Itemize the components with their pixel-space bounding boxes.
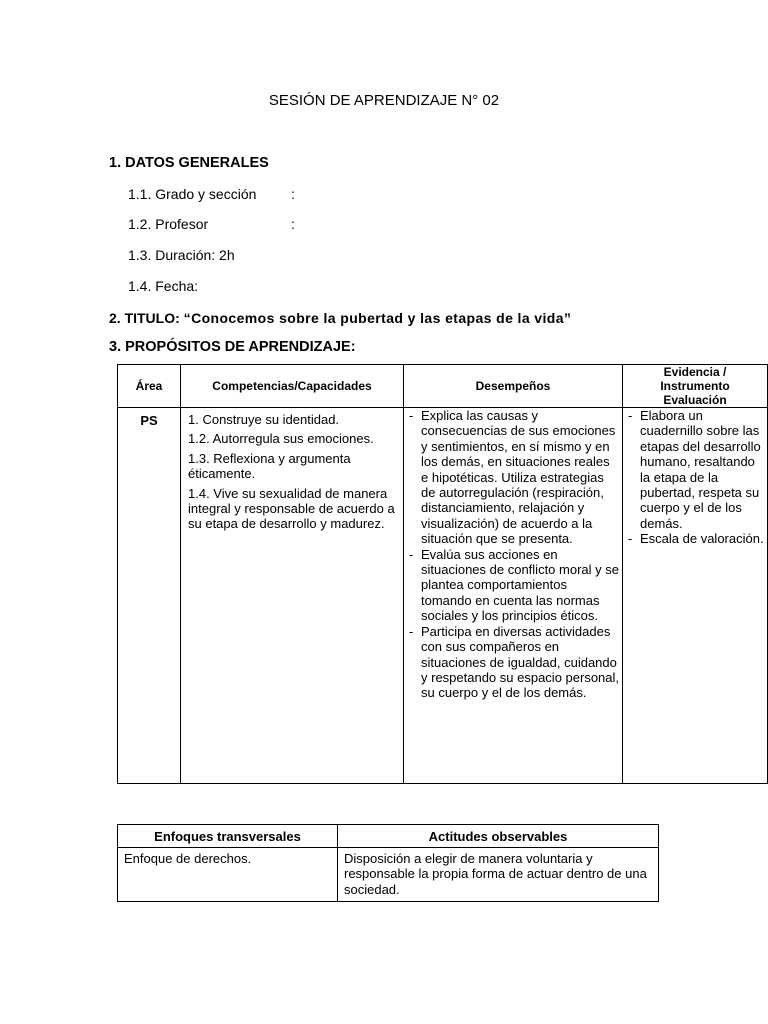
datos-item-profesor: [128, 216, 295, 232]
desempeno-item: - Explica las causas y consecuencias de sus emociones y sentimientos, en sí mismo y en los demás, en situaciones reales e hipotéticas. Utiliza estrategias de autorregulación (respiración, distanciamiento, relajación y visualización) de acuerdo a la situación que se presenta.: [421, 408, 620, 547]
competencia-item: 1.4. Vive su sexualidad de manera integral y responsable de acuerdo a su etapa de desarrollo y madurez.: [188, 485, 395, 532]
evidencia-item: - Elabora un cuadernillo sobre las etapas del desarrollo humano, resaltando la etapa de la pubertad, respeta su cuerpo y el de los demás.: [640, 408, 765, 531]
datos-item-grado: [128, 186, 295, 202]
header-competencias: Competencias/Capacidades: [181, 365, 404, 408]
titulo-text: “Conocemos sobre la pubertad y las etapas de la vida”: [183, 310, 572, 326]
header-evidencia-line: Instrumento: [660, 379, 730, 393]
cell-desempenos: [404, 408, 623, 784]
datos-item-label: 1.2. Profesor: [128, 216, 209, 232]
datos-item-colon: :: [291, 186, 295, 202]
table-header-row: [118, 365, 768, 408]
propositos-table: [117, 364, 768, 784]
header-actitudes: Actitudes observables: [338, 825, 659, 848]
datos-item-label: 1.3. Duración: 2h: [128, 247, 235, 263]
header-area: Área: [118, 365, 181, 408]
table-row: [118, 408, 768, 784]
cell-enfoque: Enfoque de derechos.: [118, 848, 338, 902]
header-enfoques: Enfoques transversales: [118, 825, 338, 848]
header-desempenos: Desempeños: [404, 365, 623, 408]
header-evidencia-line: Evaluación: [663, 393, 727, 407]
evidencia-item: - Escala de valoración.: [640, 531, 765, 546]
header-evidencia: [623, 365, 768, 408]
table-header-row: [118, 825, 659, 848]
competencia-item: 1.3. Reflexiona y argumenta éticamente.: [188, 450, 351, 482]
datos-item-colon: :: [291, 216, 295, 232]
datos-item-label: 1.4. Fecha:: [128, 278, 199, 294]
desempeno-item: - Participa en diversas actividades con sus compañeros en situaciones de igualdad, cuidando y respetando su espacio personal, su cuerpo y el de los demás.: [421, 624, 620, 701]
header-evidencia-line: Evidencia /: [663, 365, 727, 379]
section-titulo: [109, 310, 571, 326]
datos-item-fecha: [128, 278, 198, 294]
section-propositos-heading: 3. PROPÓSITOS DE APRENDIZAJE:: [109, 339, 356, 355]
cell-evidencia: [623, 408, 768, 784]
cell-area: PS: [118, 408, 181, 784]
desempeno-item: - Evalúa sus acciones en situaciones de conflicto moral y se plantea comportamientos tomando en cuenta las normas sociales y los principios éticos.: [421, 547, 620, 624]
datos-item-label: 1.1. Grado y sección: [128, 186, 257, 202]
competencia-item: 1.2. Autorregula sus emociones.: [188, 431, 374, 447]
cell-competencias: [181, 408, 404, 784]
titulo-prefix: 2. TITULO:: [109, 310, 184, 326]
table-row: [118, 848, 659, 902]
document-title: SESIÓN DE APRENDIZAJE N° 02: [268, 92, 500, 109]
section-datos-generales-heading: 1. DATOS GENERALES: [109, 155, 269, 171]
cell-actitud: Disposición a elegir de manera voluntaria y responsable la propia forma de actuar dentro de una sociedad.: [338, 848, 659, 902]
enfoques-table: [117, 824, 659, 902]
competencia-item: 1. Construye su identidad.: [188, 412, 340, 427]
datos-item-duracion: [128, 247, 235, 263]
